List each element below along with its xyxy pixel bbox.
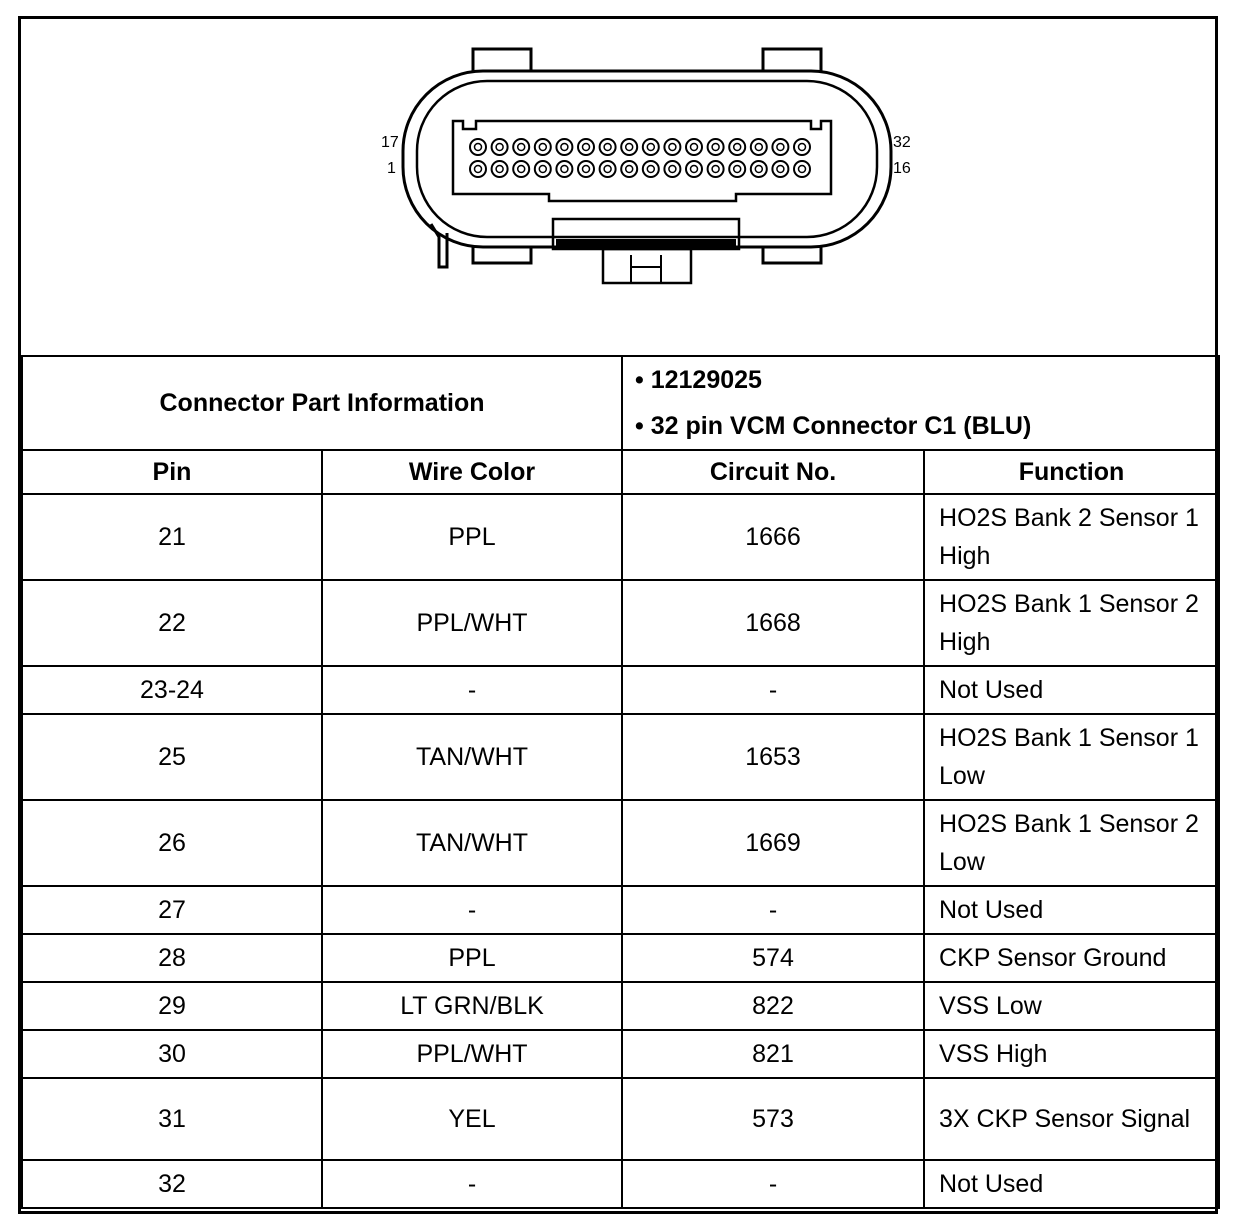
cell-function: Not Used xyxy=(924,886,1219,934)
part-number: • 12129025 xyxy=(635,357,1214,403)
cell-pin: 26 xyxy=(22,800,322,886)
cell-pin: 28 xyxy=(22,934,322,982)
header-circuit: Circuit No. xyxy=(622,450,924,494)
table-row xyxy=(22,494,1219,580)
cell-pin: 32 xyxy=(22,1160,322,1208)
cell-function: HO2S Bank 1 Sensor 2 High xyxy=(924,580,1219,666)
cell-circuit: 1666 xyxy=(622,494,924,580)
cell-circuit: 821 xyxy=(622,1030,924,1078)
pin-label-16: 16 xyxy=(893,160,911,177)
table-row xyxy=(22,1160,1219,1208)
cell-circuit: - xyxy=(622,666,924,714)
cell-wire-color: PPL xyxy=(322,934,622,982)
cell-circuit: 574 xyxy=(622,934,924,982)
cell-wire-color: - xyxy=(322,666,622,714)
cell-pin: 31 xyxy=(22,1078,322,1160)
cell-pin: 21 xyxy=(22,494,322,580)
cell-wire-color: TAN/WHT xyxy=(322,800,622,886)
connector-outer-shell xyxy=(403,71,891,247)
table-row xyxy=(22,714,1219,800)
connector-sheet xyxy=(18,16,1218,1214)
lock-bar xyxy=(556,239,736,248)
table-row xyxy=(22,800,1219,886)
pin-label-32: 32 xyxy=(893,134,911,151)
table-row xyxy=(22,934,1219,982)
cell-circuit: 573 xyxy=(622,1078,924,1160)
cell-wire-color: TAN/WHT xyxy=(322,714,622,800)
cell-pin: 22 xyxy=(22,580,322,666)
pin-label-1: 1 xyxy=(387,160,396,177)
header-wire-color: Wire Color xyxy=(322,450,622,494)
cell-circuit: - xyxy=(622,886,924,934)
cell-pin: 23-24 xyxy=(22,666,322,714)
cell-function: HO2S Bank 2 Sensor 1 High xyxy=(924,494,1219,580)
cell-function: Not Used xyxy=(924,666,1219,714)
cell-wire-color: YEL xyxy=(322,1078,622,1160)
table-row xyxy=(22,666,1219,714)
cell-wire-color: PPL xyxy=(322,494,622,580)
cell-function: 3X CKP Sensor Signal xyxy=(924,1078,1219,1160)
cell-circuit: 822 xyxy=(622,982,924,1030)
cell-circuit: 1653 xyxy=(622,714,924,800)
connector-info-row xyxy=(22,356,1219,450)
cell-pin: 30 xyxy=(22,1030,322,1078)
cell-function: Not Used xyxy=(924,1160,1219,1208)
cell-pin: 29 xyxy=(22,982,322,1030)
cell-function: VSS High xyxy=(924,1030,1219,1078)
cell-wire-color: LT GRN/BLK xyxy=(322,982,622,1030)
connector-info-list xyxy=(622,356,1219,450)
pin-label-17: 17 xyxy=(381,134,399,151)
table-row xyxy=(22,1078,1219,1160)
connector-description: • 32 pin VCM Connector C1 (BLU) xyxy=(635,403,1214,449)
cell-wire-color: PPL/WHT xyxy=(322,1030,622,1078)
header-row xyxy=(22,450,1219,494)
cell-circuit: 1668 xyxy=(622,580,924,666)
cell-circuit: 1669 xyxy=(622,800,924,886)
header-pin: Pin xyxy=(22,450,322,494)
cell-circuit: - xyxy=(622,1160,924,1208)
table-row xyxy=(22,886,1219,934)
connector-info-label: Connector Part Information xyxy=(22,356,622,450)
table-row xyxy=(22,1030,1219,1078)
cell-pin: 27 xyxy=(22,886,322,934)
top-left-latch-tab xyxy=(473,49,531,73)
cell-function: HO2S Bank 1 Sensor 1 Low xyxy=(924,714,1219,800)
cell-wire-color: - xyxy=(322,1160,622,1208)
cell-pin: 25 xyxy=(22,714,322,800)
table-row xyxy=(22,580,1219,666)
pinout-table xyxy=(21,355,1220,1209)
cell-wire-color: - xyxy=(322,886,622,934)
cell-function: VSS Low xyxy=(924,982,1219,1030)
cell-function: HO2S Bank 1 Sensor 2 Low xyxy=(924,800,1219,886)
header-function: Function xyxy=(924,450,1219,494)
cell-function: CKP Sensor Ground xyxy=(924,934,1219,982)
cell-wire-color: PPL/WHT xyxy=(322,580,622,666)
top-right-latch-tab xyxy=(763,49,821,73)
table-row xyxy=(22,982,1219,1030)
connector-diagram xyxy=(21,19,1215,355)
